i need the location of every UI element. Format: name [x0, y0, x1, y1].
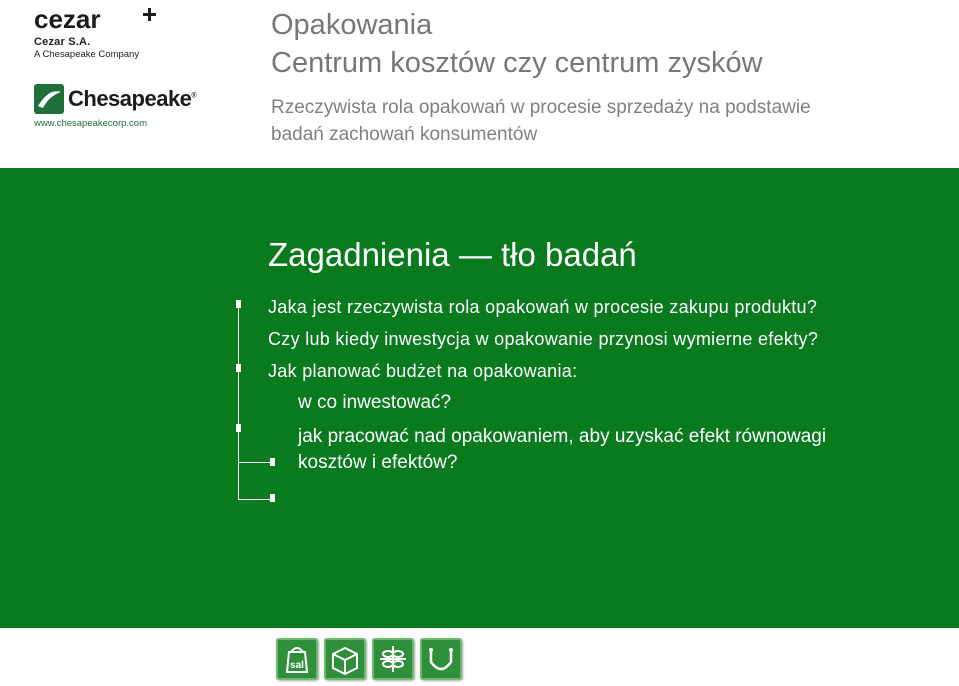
page-title-line-1: Opakowania: [271, 9, 433, 41]
svg-text:sal: sal: [290, 660, 304, 671]
tree-connector-line: [238, 499, 270, 500]
list-item: Czy lub kiedy inwestycja w opakowanie przynosi wymierne efekty?: [268, 329, 819, 349]
page-subtitle-line-2: badań zachowań konsumentów: [271, 124, 538, 145]
tree-connector-line: [238, 308, 239, 500]
chesapeake-url-link[interactable]: www.chesapeakecorp.com: [34, 118, 147, 129]
box-icon: [324, 638, 366, 680]
chesapeake-emblem-icon: [34, 84, 64, 114]
salt-shaker-icon: [276, 638, 318, 680]
section-title: Zagadnienia — tło badań: [268, 236, 637, 273]
chesapeake-wordmark: Chesapeake®: [68, 86, 197, 111]
list-item: Jaka jest rzeczywista rola opakowań w procesie zakupu produktu?: [268, 297, 818, 317]
svg-text:cezar: cezar: [34, 6, 101, 32]
sub-topic-list: [298, 390, 868, 476]
tree-connector-line: [238, 462, 270, 463]
page-title-line-2: Centrum kosztów czy centrum zysków: [271, 47, 763, 79]
bag-icon: [420, 638, 462, 680]
gift-bow-icon: [372, 638, 414, 680]
cezar-company-subtitle: A Chesapeake Company: [34, 49, 140, 60]
sub-list-item: w co inwestować?: [298, 392, 452, 413]
page-subtitle-line-1: Rzeczywista rola opakowań w procesie sprzedaży na podstawie: [271, 97, 811, 118]
chesapeake-logo: [34, 84, 224, 129]
cezar-company-name: Cezar S.A.: [34, 36, 91, 48]
footer-icon-row: [276, 638, 462, 680]
cezar-logo: [34, 6, 164, 60]
bullet-marker: [236, 300, 241, 308]
topic-list: [268, 294, 868, 476]
sub-list-item: jak pracować nad opakowaniem, aby uzyskać efekt równowagi kosztów i efektów?: [298, 426, 827, 473]
cezar-wordmark-icon: [34, 6, 162, 32]
list-item: Jak planować budżet na opakowania:: [268, 361, 578, 381]
page-header: [271, 6, 931, 148]
sub-bullet-marker: [270, 494, 275, 502]
